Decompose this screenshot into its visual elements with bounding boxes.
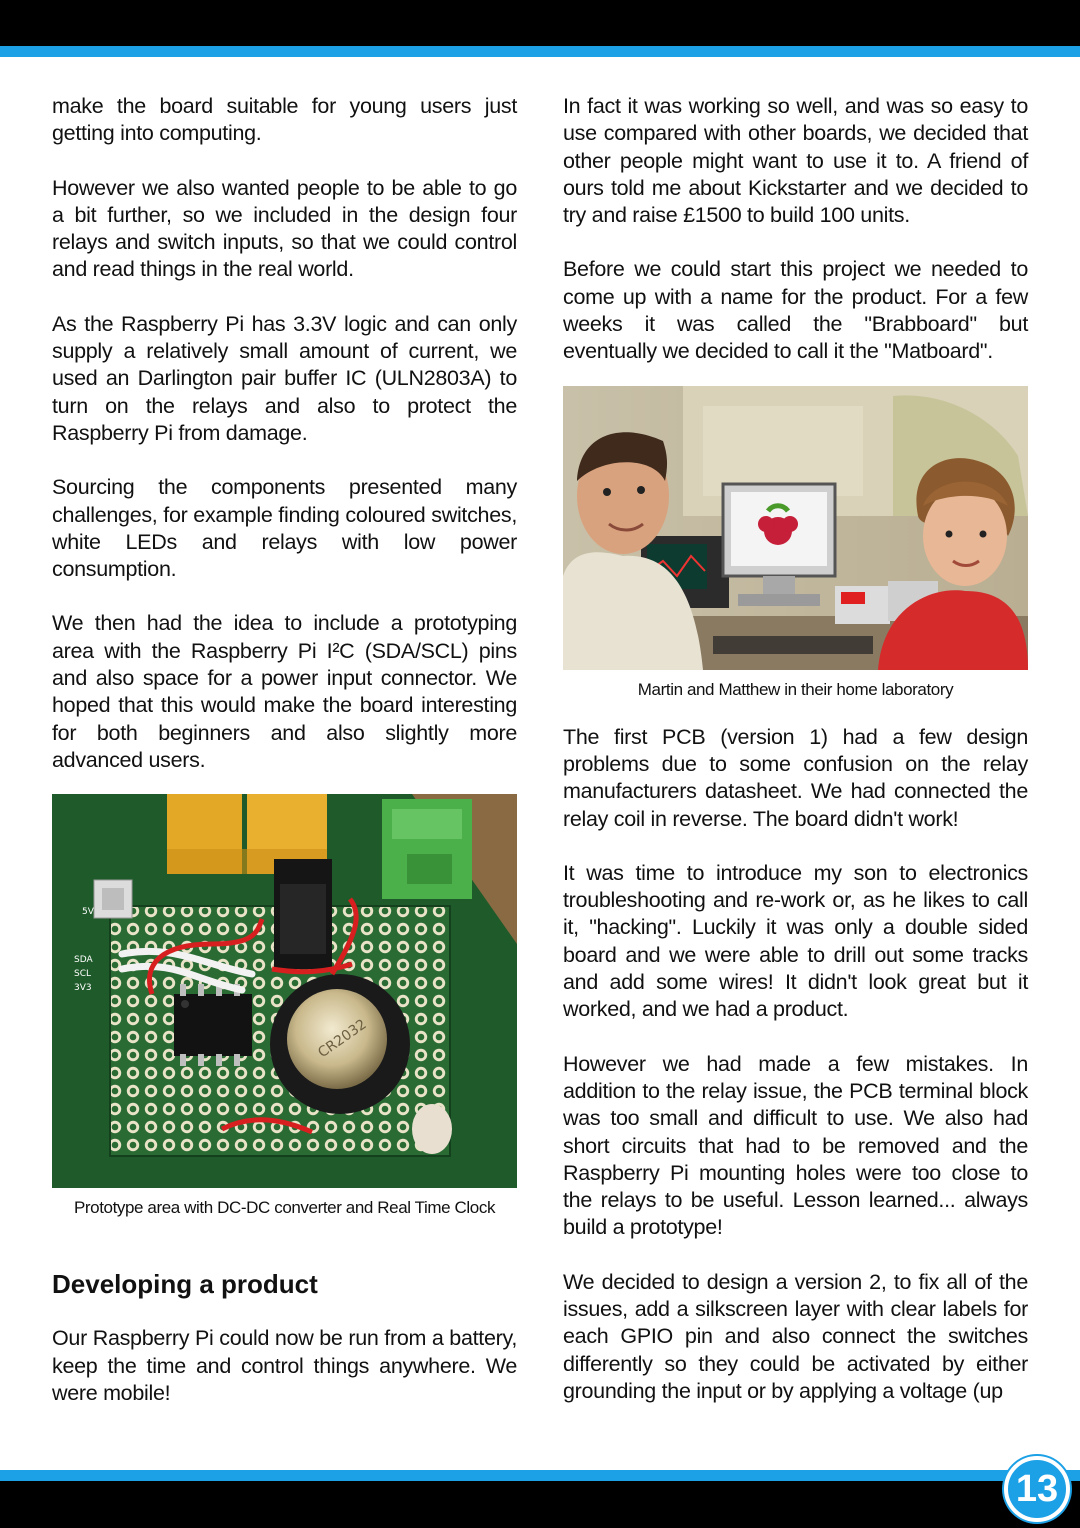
right-column	[563, 93, 1028, 1432]
battery-label: CR2032	[315, 1016, 370, 1062]
prototype-area-figure	[52, 794, 517, 1219]
laboratory-figure-caption: Martin and Matthew in their home laboratory	[637, 679, 954, 699]
right-paragraph-6: We decided to design a version 2, to fix all of the issues, add a silkscreen layer with clear labels for each GPIO pin and also connect the switches differently so they could be activated by either grounding the input or by applying a voltage (up	[563, 1269, 1028, 1403]
footer-accent-stripe	[0, 1470, 1080, 1481]
right-paragraph-1: In fact it was working so well, and was so easy to use compared with other boards, we decided that other people might want to use it to. A friend of ours told me about Kickstarter and we decided to try and raise £1500 to build 100 units.	[563, 94, 1028, 228]
silk-label-scl: SCL	[74, 969, 92, 980]
left-paragraph-1: make the board suitable for young users just getting into computing.	[52, 94, 517, 146]
footer-bar	[0, 1481, 1080, 1528]
right-paragraph-2: Before we could start this project we needed to come up with a name for the product. For a few weeks it was called the "Brabboard" but eventually we decided to call it the "Matboard".	[563, 257, 1028, 364]
silk-label-3v3: 3V3	[74, 983, 92, 994]
left-paragraph-4: Sourcing the components presented many challenges, for example finding coloured switches, white LEDs and relays with low power consumption.	[52, 475, 517, 582]
left-paragraph-5: We then had the idea to include a prototyping area with the Raspberry Pi I²C (SDA/SCL) pins and also space for a power input connector. We hoped that this would make the board interesting for both beginners and also slightly more advanced users.	[52, 611, 517, 772]
left-paragraph-2: However we also wanted people to be able to go a bit further, so we included in the design four relays and switch inputs, so that we could control and read things in the real world.	[52, 175, 517, 282]
home-laboratory-photo	[563, 386, 1028, 670]
right-paragraph-4: It was time to introduce my son to electronics troubleshooting and re-work or, as he likes to call it, "hacking". Luckily it was only a double sided board and we were able to drill out some tracks and add some wires! It didn't look great but it worked, and we had a product.	[563, 860, 1028, 1022]
left-column	[52, 93, 517, 1434]
header-bar	[0, 0, 1080, 46]
left-paragraph-3: As the Raspberry Pi has 3.3V logic and can only supply a relatively small amount of current, we used an Darlington pair buffer IC (ULN2803A) to turn on the relays and also to protect the Raspberry Pi from damage.	[52, 311, 517, 445]
header-accent-stripe	[0, 46, 1080, 57]
prototype-figure-caption: Prototype area with DC-DC converter and Real Time Clock	[73, 1198, 496, 1218]
home-laboratory-figure	[563, 386, 1028, 701]
left-paragraph-bottom: Our Raspberry Pi could now be run from a battery, keep the time and control things anywhere. We were mobile!	[52, 1326, 517, 1405]
prototype-pcb-photo	[52, 794, 517, 1188]
silk-label-sda: SDA	[74, 955, 93, 966]
right-paragraph-5: However we had made a few mistakes. In addition to the relay issue, the PCB terminal block was too small and difficult to use. We also had short circuits that had to be removed and the Raspberry Pi mounting holes were too close to the relays to be useful. Lesson learned... always build a prototype!	[563, 1051, 1028, 1240]
right-paragraph-3: The first PCB (version 1) had a few design problems due to some confusion on the relay manufacturers datasheet. We had connected the relay coil in reverse. The board didn't work!	[563, 724, 1028, 831]
section-heading-developing: Developing a product	[52, 1269, 318, 1300]
page-number-badge: 13	[1004, 1456, 1070, 1522]
silk-label-5v: 5V	[82, 907, 94, 918]
